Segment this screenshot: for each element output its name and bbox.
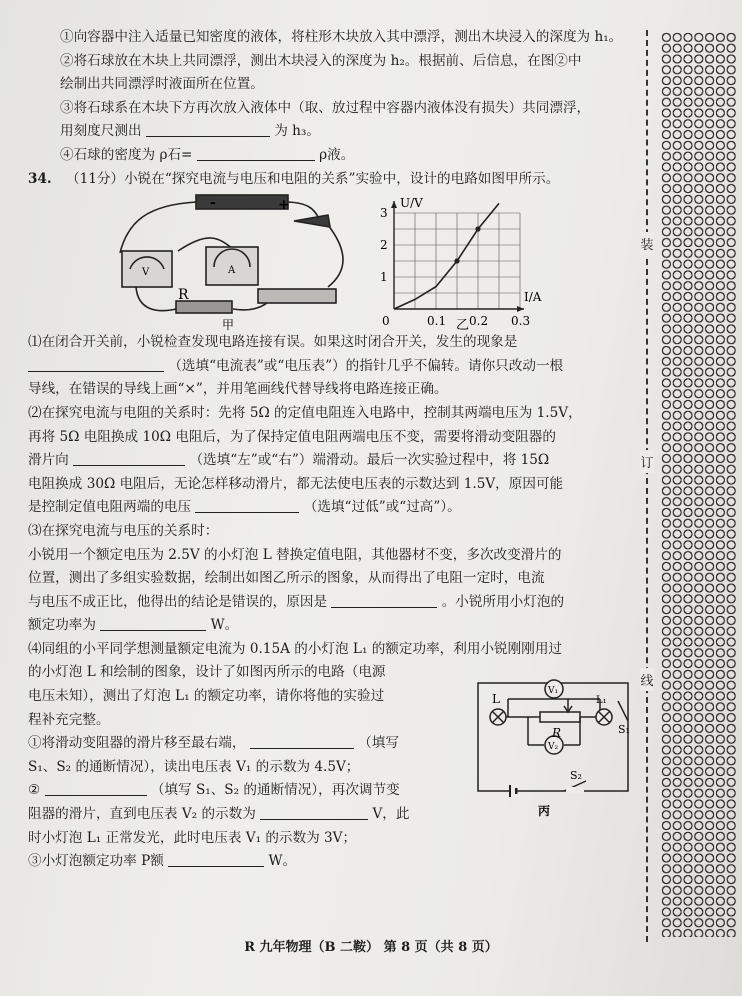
part-2-text: 滑片向	[28, 452, 69, 469]
y-axis-arrow	[391, 201, 397, 208]
switch	[294, 215, 330, 227]
step-b-text: （填写 S₁、S₂ 的通断情况），再次调节变	[150, 782, 400, 799]
part-3-line-4	[28, 591, 636, 615]
step-b-line-1	[28, 779, 468, 803]
answer-blank-rated-power[interactable]	[168, 852, 264, 867]
switch-s1	[618, 701, 628, 721]
v1-label: V₁	[548, 686, 559, 697]
x-tick-label: 0.2	[469, 314, 489, 329]
step-b-line-2	[28, 803, 468, 827]
voltmeter-label: V	[142, 267, 150, 279]
answer-blank-power[interactable]	[100, 616, 206, 631]
origin-label: 0	[382, 314, 390, 329]
step-b-text: 阻器的滑片，直到电压表 V₂ 的示数为	[28, 806, 256, 823]
answer-blank-density[interactable]	[197, 146, 315, 161]
part-3-line-3: 位置，测出了多组实验数据，绘制出如图乙所示的图象，从而得出了电阻一定时，电流	[28, 570, 545, 587]
part-4-line-3: 电压未知），测出了灯泡 L₁ 的额定功率，请你将他的实验过	[28, 688, 385, 705]
graph-yi	[380, 196, 542, 331]
binding-line	[646, 30, 660, 942]
answer-blank-v2[interactable]	[260, 805, 368, 820]
wire	[288, 202, 318, 217]
figure-yi-label: 乙	[456, 318, 470, 332]
rheostat	[258, 289, 336, 303]
question-34-title	[28, 168, 636, 192]
v2-label: V₂	[548, 742, 559, 753]
answer-blank-switch-1[interactable]	[250, 734, 354, 749]
data-point	[454, 259, 459, 264]
binding-label-ding: 订	[640, 450, 654, 473]
lamp-L1-label: L₁	[596, 695, 607, 707]
x-axis-label: I/A	[524, 290, 542, 305]
part-3-line-2: 小锐用一个额定电压为 2.5V 的小灯泡 L 替换定值电阻，其他器材不变，多次改变滑片的	[28, 546, 562, 563]
figure-row	[28, 191, 636, 331]
y-axis-label: U/V	[400, 196, 423, 211]
part-1-line-3: 导线，在错误的导线上画“×”，并用笔画线代替导线将电路连接正确。	[28, 381, 448, 398]
circuit-bing	[468, 661, 638, 821]
x-tick-label: 0.1	[427, 314, 447, 329]
part-2-line-4: 电阻换成 30Ω 电阻后，无论怎样移动滑片，都无法使电压表的示数达到 1.5V，原因可能	[28, 475, 564, 492]
step-c-text: ③小灯泡额定功率 P额	[28, 853, 164, 870]
part-3-text: 。小锐所用小灯泡的	[441, 593, 565, 610]
part-2-text: （选填“左”或“右”）端滑动。最后一次实验过程中，将 15Ω	[189, 452, 550, 469]
battery-minus: -	[210, 195, 216, 212]
step-c-text: W。	[268, 853, 297, 870]
step-2-cont: 绘制出共同漂浮时液面所在位置。	[60, 76, 264, 93]
data-point	[475, 227, 480, 232]
question-number: 34.	[28, 170, 52, 187]
y-tick-label: 3	[380, 206, 388, 221]
answer-blank-meter[interactable]	[28, 357, 164, 372]
circuit-jia	[120, 195, 343, 313]
part-1-line-1: ⑴在闭合开关前，小锐检查发现电路连接有误。如果这时闭合开关，发生的现象是	[28, 334, 518, 351]
part-2-text: （选填“过低”或“过高”）。	[303, 499, 461, 516]
step-a-text: （填写	[358, 735, 399, 752]
part-1-text: （选填“电流表”或“电压表”）的指针几乎不偏转。请你只改动一根	[168, 357, 564, 374]
answer-blank-reason[interactable]	[331, 593, 437, 608]
step-4-text: ④石球的密度为 ρ石=	[60, 146, 193, 163]
battery-plus: +	[278, 197, 290, 214]
answer-blank-switch-2[interactable]	[45, 781, 147, 796]
step-a-line-2: S₁、S₂ 的通断情况），读出电压表 V₁ 的示数为 4.5V；	[28, 758, 360, 775]
part-2-line-5	[28, 496, 636, 520]
figure-jia-yi	[28, 191, 636, 331]
binding-circles	[661, 32, 737, 937]
figure-jia-label: 甲	[222, 318, 235, 332]
part-4-text-column	[28, 661, 468, 873]
rheostat-label: R	[552, 726, 562, 741]
step-4-tail: ρ液。	[319, 146, 355, 163]
step-c-line	[28, 850, 468, 874]
x-tick-label: 0.3	[511, 314, 531, 329]
answer-blank-direction[interactable]	[73, 451, 185, 466]
part-2-line-3	[28, 449, 636, 473]
step-4	[28, 144, 636, 168]
part-1-line-2	[28, 355, 636, 379]
ammeter-label: A	[228, 265, 236, 277]
switch-s2-label: S₂	[570, 769, 582, 783]
battery-gap	[511, 785, 515, 797]
wire	[136, 287, 176, 311]
y-tick-label: 1	[380, 270, 388, 285]
step-b-text: V，此	[372, 806, 410, 823]
answer-blank-h3[interactable]	[146, 122, 270, 137]
x-axis-arrow	[517, 306, 524, 312]
figure-bing-label: 丙	[538, 804, 551, 819]
part-2-text: 是控制定值电阻两端的电压	[28, 499, 192, 516]
binding-label-zhuang: 装	[640, 232, 654, 255]
step-a-text: ①将滑动变阻器的滑片移至最右端，	[28, 735, 246, 752]
part-3-line-1: ⑶在探究电流与电压的关系时：	[28, 522, 219, 539]
step-3-text: 用刻度尺测出	[60, 123, 142, 140]
rheostat-R	[540, 712, 580, 722]
part-2-line-2: 再将 5Ω 电阻换成 10Ω 电阻后，为了保持定值电阻两端电压不变，需要将滑动变阻器的	[28, 428, 556, 445]
step-1: ①向容器中注入适量已知密度的液体，将柱形木块放入其中漂浮，测出木块浸入的深度为 h₁。	[60, 29, 623, 45]
part-4-line-2: 的小灯泡 L 和绘制的图象，设计了如图丙所示的电路（电源	[28, 664, 386, 681]
step-3-cont	[28, 120, 636, 144]
question-34-text: （11分）小锐在“探究电流与电压和电阻的关系”实验中，设计的电路如图甲所示。	[65, 170, 560, 187]
part-4-block	[28, 661, 636, 873]
answer-blank-voltage[interactable]	[195, 498, 299, 513]
step-a-line-1	[28, 732, 468, 756]
step-2: ②将石球放在木块上共同漂浮，测出木块浸入的深度为 h₂。根据前、后信息，在图②中	[60, 52, 582, 69]
y-tick-label: 2	[380, 238, 388, 253]
step-3: ③将石球系在木块下方再次放入液体中（取、放过程中容器内液体没有损失）共同漂浮，	[60, 99, 591, 116]
part-4-line-1: ⑷同组的小平同学想测量额定电流为 0.15A 的小灯泡 L₁ 的额定功率，利用小锐刚刚用过	[28, 640, 563, 657]
part-2-line-1: ⑵在探究电流与电阻的关系时：先将 5Ω 的定值电阻连入电路中，控制其两端电压为 1.5V，	[28, 404, 582, 421]
lamp-L-label: L	[492, 692, 500, 707]
switch-s1-label: S₁	[618, 723, 630, 737]
switch-gap	[566, 787, 584, 793]
wire	[120, 202, 196, 253]
question-content	[28, 26, 636, 874]
part-3-text: 与电压不成正比，他得出的结论是错误的，原因是	[28, 593, 328, 610]
step-3-tail: 为 h₃。	[274, 123, 320, 140]
page-footer: R 九年物理（B 二鞍） 第 8 页（共 8 页）	[244, 940, 498, 955]
part-3-text: W。	[210, 617, 239, 634]
resistor-label: R	[178, 287, 189, 304]
part-3-text: 额定功率为	[28, 617, 96, 634]
step-b-line-3: 时小灯泡 L₁ 正常发光，此时电压表 V₁ 的示数为 3V；	[28, 829, 357, 846]
wire	[328, 225, 343, 287]
binding-label-xian: 线	[640, 668, 654, 691]
part-4-line-4: 程补充完整。	[28, 711, 110, 728]
step-b-text: ②	[28, 782, 41, 799]
part-3-line-5	[28, 614, 636, 638]
